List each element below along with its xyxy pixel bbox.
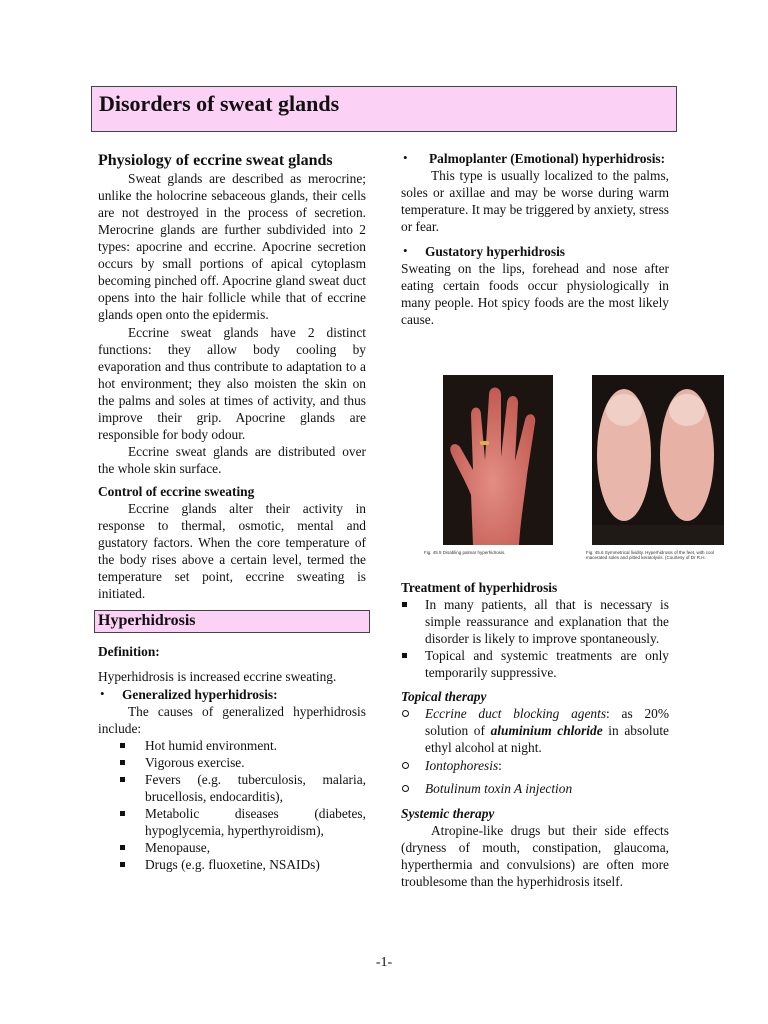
- generalized-heading: Generalized hyperhidrosis:: [122, 687, 278, 702]
- palm-photo: [443, 375, 553, 545]
- generalized-item: [98, 686, 366, 703]
- list-item: Metabolic diseases (diabetes, hypoglycemia, hyperthyroidism),: [98, 805, 366, 839]
- hand-image: [443, 375, 553, 545]
- page-title: Disorders of sweat glands: [99, 91, 340, 116]
- circle-bullet-icon: [402, 785, 409, 792]
- gustatory-text: Sweating on the lips, forehead and nose after eating certain foods occur physiologically in many people. Hot spicy foods are the most likely cause.: [401, 261, 669, 327]
- square-bullet-icon: [120, 760, 125, 765]
- control-paragraph: Eccrine glands alter their activity in response to thermal, osmotic, mental and gustatory factors. When the core temperature of the body rises above a certain level, termed the temperature set point, eccrine sweating is initiated.: [98, 501, 366, 601]
- list-item: Botulinum toxin A injection: [401, 780, 669, 797]
- right-column-bottom: [401, 579, 669, 890]
- topical-list: [401, 705, 669, 797]
- list-item: Vigorous exercise.: [98, 754, 366, 771]
- list-item: Topical and systemic treatments are only temporarily suppressive.: [401, 647, 669, 681]
- list-item: Drugs (e.g. fluoxetine, NSAIDs): [98, 856, 366, 873]
- palmoplanter-item: [401, 150, 669, 167]
- gustatory-item: [401, 243, 669, 260]
- hyperhidrosis-heading-box: [94, 610, 370, 633]
- treatment-heading: Treatment of hyperhidrosis: [401, 580, 558, 595]
- causes-list: [98, 737, 366, 873]
- physiology-heading: Physiology of eccrine sweat glands: [98, 152, 333, 169]
- hyperhidrosis-heading: Hyperhidrosis: [98, 612, 196, 629]
- page-number: -1-: [375, 955, 393, 970]
- square-bullet-icon: [120, 862, 125, 867]
- square-bullet-icon: [120, 777, 125, 782]
- list-item: Hot humid environment.: [98, 737, 366, 754]
- circle-bullet-icon: [402, 710, 409, 717]
- definition-text: Hyperhidrosis is increased eccrine sweating.: [98, 669, 337, 684]
- figure-1-caption: Fig. 45.5 Disabling palmar hyperhidrosis.: [424, 550, 506, 555]
- bullet-icon: •: [403, 243, 408, 258]
- palmoplanter-text: This type is usually localized to the palms, soles or axillae and may be worse during warm temperature. It may be triggered by anxiety, stress or fear.: [401, 168, 669, 234]
- list-item: Eccrine duct blocking agents: as 20% solution of aluminium chloride in absolute ethyl alcohol at night.: [401, 705, 669, 756]
- systemic-text: Atropine-like drugs but their side effects (dryness of mouth, constipation, glaucoma, hyperthermia and convulsions) are often more troublesome than the hyperhidrosis itself.: [401, 823, 669, 889]
- square-bullet-icon: [402, 602, 407, 607]
- gustatory-heading: Gustatory hyperhidrosis: [425, 244, 565, 259]
- feet-image: [592, 375, 724, 545]
- bullet-icon: •: [100, 686, 105, 701]
- soles-photo: [592, 375, 724, 545]
- square-bullet-icon: [120, 845, 125, 850]
- square-bullet-icon: [120, 811, 125, 816]
- control-heading: Control of eccrine sweating: [98, 484, 255, 499]
- physiology-paragraph-1: Sweat glands are described as merocrine; unlike the holocrine sebaceous glands, their cells are not destroyed in the process of secretion. Merocrine glands are further subdivided into 2 types: apocrine and eccrine. Apocrine secretion occurs by small portions of apical cytoplasm becoming pinched off. Apocrine gland sweat duct opens into the hair follicle while that of eccrine glands open onto the epidermis.: [98, 171, 366, 322]
- treatment-list: [401, 596, 669, 681]
- circle-bullet-icon: [402, 762, 409, 769]
- topical-heading: Topical therapy: [401, 689, 487, 704]
- generalized-intro: The causes of generalized hyperhidrosis include:: [98, 704, 366, 736]
- list-item: In many patients, all that is necessary is simple reassurance and explanation that the disorder is likely to improve spontaneously.: [401, 596, 669, 647]
- physiology-paragraph-2: Eccrine sweat glands have 2 distinct functions: they allow body cooling by evaporation and thus contribute to adaptation to a hot environment; they also moisten the skin on the palms and soles at times of activity, and thus improve their grip. Apocrine glands are responsible for body odour.: [98, 325, 366, 442]
- list-item: Menopause,: [98, 839, 366, 856]
- systemic-heading: Systemic therapy: [401, 806, 495, 821]
- title-box: [91, 86, 677, 132]
- physiology-paragraph-3: Eccrine sweat glands are distributed over the whole skin surface.: [98, 444, 366, 476]
- list-item: Iontophoresis:: [401, 757, 669, 774]
- list-item: Fevers (e.g. tuberculosis, malaria, brucellosis, endocarditis),: [98, 771, 366, 805]
- figure-2-caption: Fig. 45.6 Symmetrical lividity. Hyperhidrosis of the feet, with cool macerated soles and pitted keratolysis. (Courtesy of Dr R.H.: [586, 550, 714, 560]
- left-column: [98, 150, 366, 873]
- square-bullet-icon: [402, 653, 407, 658]
- right-column-top: [401, 150, 669, 328]
- bullet-icon: •: [403, 150, 408, 165]
- square-bullet-icon: [120, 743, 125, 748]
- palmoplanter-heading: Palmoplanter (Emotional) hyperhidrosis:: [429, 151, 666, 166]
- definition-heading: Definition:: [98, 644, 160, 659]
